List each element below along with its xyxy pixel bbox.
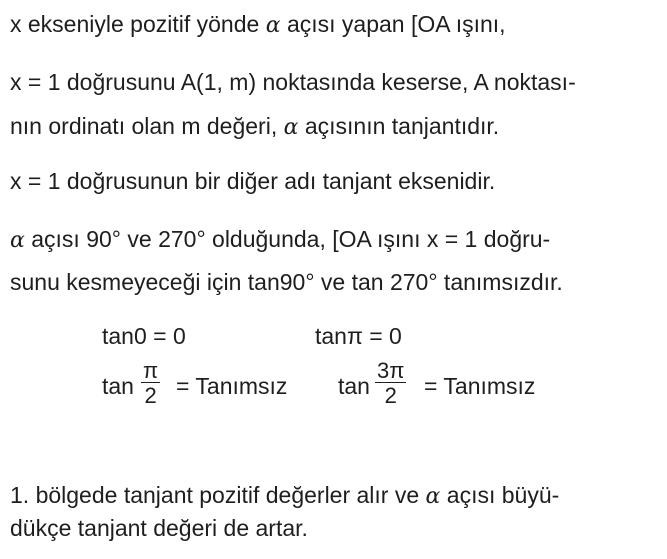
formula-tan-half-pi-prefix	[102, 372, 134, 400]
text-segment: açısı yapan [OA ışını,	[280, 11, 506, 37]
paragraph-2-line-2	[10, 112, 499, 142]
text-segment: x ekseniyle pozitif yönde	[10, 11, 266, 37]
paragraph-5-line-2	[10, 514, 308, 542]
alpha-symbol: α	[283, 115, 299, 140]
text-segment: nın ordinatı olan m değeri,	[10, 113, 284, 139]
text-segment: açısı 90° ve 270° olduğunda, [OA ışını x = 1 doğru-	[24, 226, 551, 252]
alpha-symbol: α	[265, 13, 281, 38]
paragraph-5-line-1	[10, 481, 559, 511]
fraction-numerator: 3π	[377, 358, 405, 383]
formula-text: tan	[338, 373, 370, 399]
text-segment: x = 1 doğrusunun bir diğer adı tanjant eksenidir.	[10, 168, 496, 194]
text-segment: açısı büyü-	[440, 482, 560, 508]
paragraph-2-line-1	[10, 68, 576, 96]
fraction-3pi-over-2	[375, 360, 406, 407]
formula-text: tanπ = 0	[315, 323, 402, 349]
formula-tan-half-pi-result	[176, 372, 287, 400]
paragraph-1-line-1	[10, 10, 506, 40]
alpha-symbol: α	[10, 228, 25, 253]
fraction-denominator: 2	[144, 383, 157, 408]
fraction-denominator: 2	[384, 383, 397, 408]
text-segment: 1. bölgede tanjant pozitif değerler alır ve	[10, 482, 426, 508]
alpha-symbol: α	[425, 484, 441, 509]
text-segment: açısının tanjantıdır.	[298, 113, 500, 139]
paragraph-4-line-1	[10, 225, 550, 255]
fraction-pi-over-2	[141, 360, 160, 407]
formula-text: = Tanımsız	[424, 373, 536, 399]
formula-text: tan0 = 0	[102, 323, 186, 349]
fraction-numerator: π	[143, 358, 159, 383]
formula-text: = Tanımsız	[176, 373, 288, 399]
paragraph-4-line-2	[10, 268, 563, 296]
formula-tan-pi	[315, 322, 402, 350]
paragraph-3-line-1	[10, 167, 495, 195]
formula-tan-three-half-pi-result	[424, 372, 535, 400]
formula-tan-zero	[102, 322, 186, 350]
text-segment: x = 1 doğrusunu A(1, m) noktasında keserse, A noktası-	[10, 69, 576, 95]
formula-text: tan	[102, 373, 134, 399]
text-segment: sunu kesmeyeceği için tan90° ve tan 270° tanımsızdır.	[10, 269, 563, 295]
formula-tan-three-half-pi-prefix	[338, 372, 370, 400]
text-segment: dükçe tanjant değeri de artar.	[10, 515, 308, 541]
